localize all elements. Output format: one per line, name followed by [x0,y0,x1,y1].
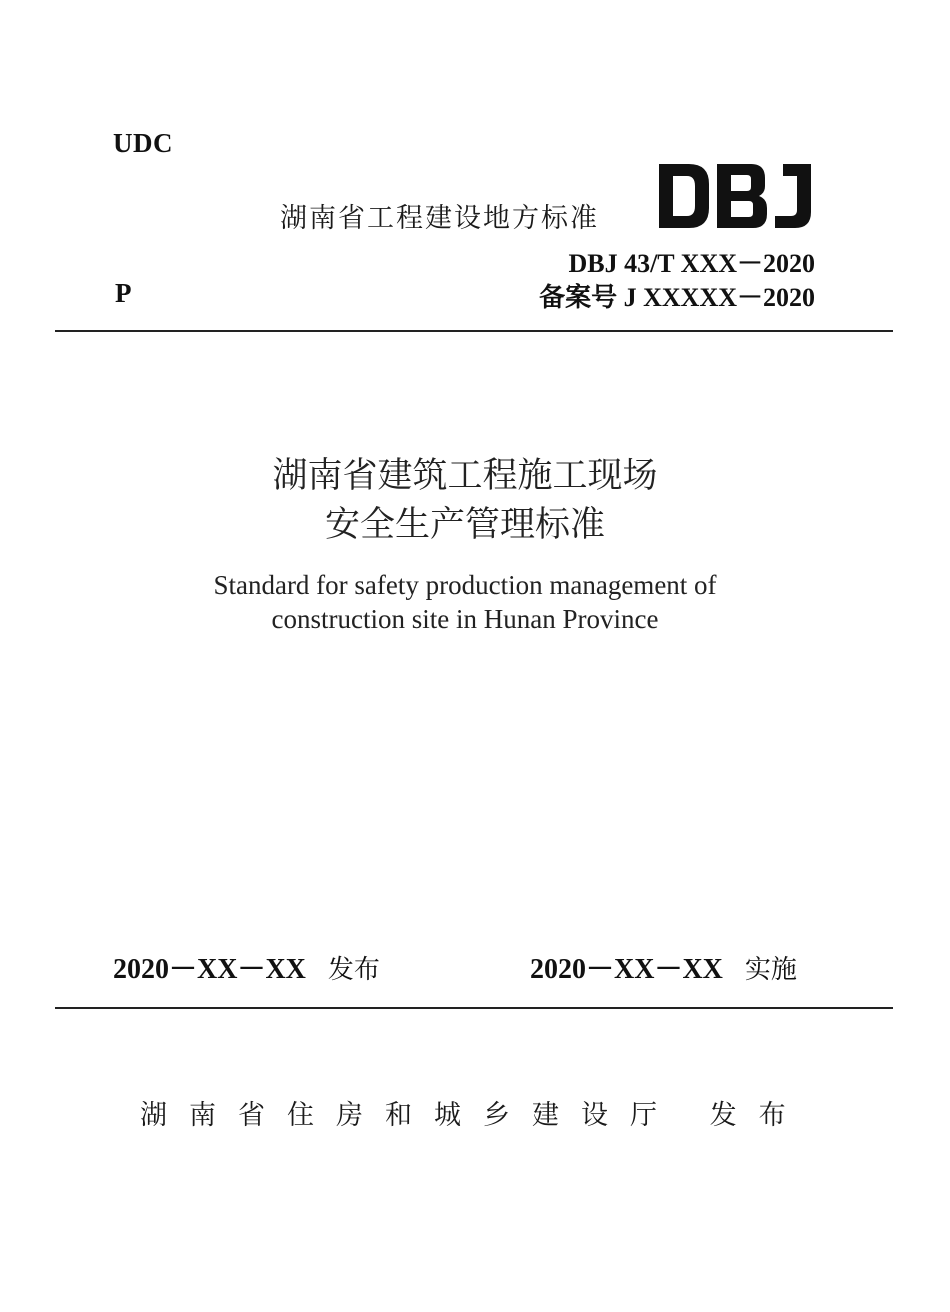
implement-date: 2020－XX－XX [530,954,723,985]
dbj-logo-graphic [655,160,815,232]
title-en-line1: Standard for safety production management of [213,570,717,600]
bottom-divider [55,1007,893,1009]
record-number: 备案号 J XXXXX－2020 [539,283,815,312]
implement-date-block [530,947,797,987]
publisher: 湖南省住房和城乡建设厅 发布 [140,1100,808,1131]
udc-label: UDC [113,128,173,158]
implement-word: 实施 [744,955,797,985]
title-en-line2: construction site in Hunan Province [271,604,659,634]
title-cn-line2: 安全生产管理标准 [324,505,605,545]
series-title: 湖南省工程建设地方标准 [280,203,599,234]
issue-date: 2020－XX－XX [113,954,306,985]
issue-word: 发布 [327,955,380,985]
dbj-logo [655,160,815,232]
category-label: P [115,278,132,308]
title-cn-line1: 湖南省建筑工程施工现场 [272,456,658,496]
top-divider [55,330,893,332]
issue-date-block [113,947,380,987]
standard-number: DBJ 43/T XXX－2020 [568,249,815,278]
